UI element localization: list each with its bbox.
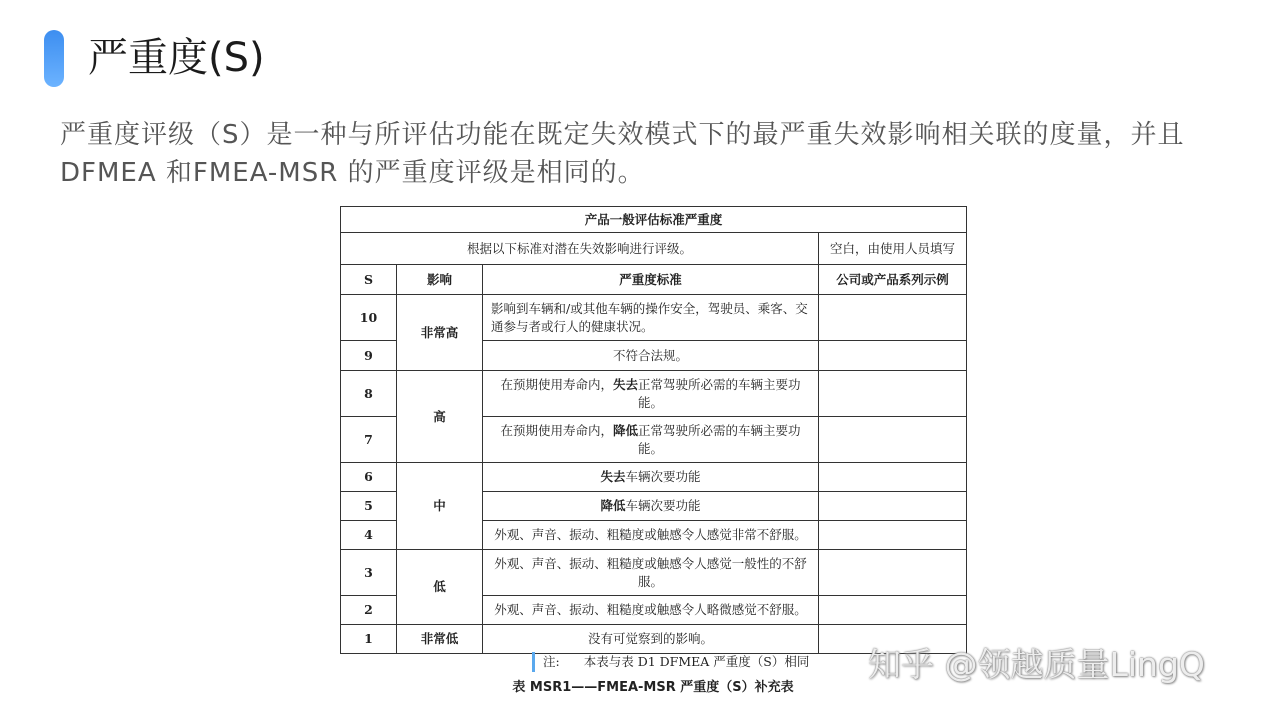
header-s: S — [341, 265, 397, 295]
table-subtitle: 根据以下标准对潜在失效影响进行评级。 — [341, 233, 819, 265]
table-subtitle-row — [341, 233, 967, 265]
watermark: 知乎 @领越质量LingQ — [868, 645, 1205, 684]
note-label: 注: — [543, 654, 560, 669]
header-example: 公司或产品系列示例 — [819, 265, 967, 295]
severity-value: 3 — [341, 550, 397, 596]
table-row — [341, 550, 967, 596]
effect-group: 非常高 — [397, 295, 483, 371]
effect-group: 非常低 — [397, 625, 483, 654]
criteria-text: 车辆次要功能 — [625, 498, 701, 513]
severity-value: 4 — [341, 521, 397, 550]
criteria-cell: 外观、声音、振动、粗糙度或触感令人略微感觉不舒服。 — [483, 596, 819, 625]
example-cell — [819, 596, 967, 625]
example-cell — [819, 371, 967, 417]
criteria-cell — [483, 417, 819, 463]
note-text: 本表与表 D1 DFMEA 严重度（S）相同 — [583, 654, 810, 669]
severity-value: 2 — [341, 596, 397, 625]
example-cell — [819, 341, 967, 371]
criteria-cell — [483, 463, 819, 492]
criteria-text: 正常驾驶所必需的车辆主要功能。 — [637, 422, 801, 456]
example-cell — [819, 295, 967, 341]
title-accent-bar — [44, 30, 64, 87]
severity-value: 7 — [341, 417, 397, 463]
criteria-cell — [483, 492, 819, 521]
criteria-cell: 不符合法规。 — [483, 341, 819, 371]
criteria-cell: 外观、声音、振动、粗糙度或触感令人感觉一般性的不舒服。 — [483, 550, 819, 596]
severity-table — [340, 206, 967, 654]
criteria-keyword: 失去 — [600, 469, 626, 484]
criteria-keyword: 降低 — [600, 498, 626, 513]
criteria-text: 在预期使用寿命内， — [500, 376, 613, 392]
criteria-cell: 影响到车辆和/或其他车辆的操作安全，驾驶员、乘客、交通参与者或行人的健康状况。 — [483, 295, 819, 341]
severity-value: 8 — [341, 371, 397, 417]
table-row — [341, 371, 967, 417]
header-effect: 影响 — [397, 265, 483, 295]
criteria-cell — [483, 371, 819, 417]
criteria-text: 在预期使用寿命内， — [500, 422, 613, 438]
criteria-keyword: 失去 — [612, 376, 638, 392]
table-header-row — [341, 265, 967, 295]
table-caption: 表 MSR1——FMEA-MSR 严重度（S）补充表 — [512, 680, 794, 695]
example-cell — [819, 550, 967, 596]
effect-group: 低 — [397, 550, 483, 625]
effect-group: 高 — [397, 371, 483, 463]
criteria-cell: 没有可觉察到的影响。 — [483, 625, 819, 654]
severity-value: 10 — [341, 295, 397, 341]
example-cell — [819, 417, 967, 463]
example-cell — [819, 463, 967, 492]
effect-group: 中 — [397, 463, 483, 550]
severity-value: 6 — [341, 463, 397, 492]
intro-paragraph: 严重度评级（S）是一种与所评估功能在既定失效模式下的最严重失效影响相关联的度量，并且DFMEA 和FMEA-MSR 的严重度评级是相同的。 — [60, 120, 1185, 188]
criteria-keyword: 降低 — [612, 422, 638, 438]
criteria-text: 车辆次要功能 — [625, 469, 701, 484]
example-cell — [819, 521, 967, 550]
table-note — [532, 652, 809, 672]
table-title: 产品一般评估标准严重度 — [341, 207, 967, 233]
table-title-row — [341, 207, 967, 233]
header-criteria: 严重度标准 — [483, 265, 819, 295]
table-row — [341, 295, 967, 341]
criteria-cell: 外观、声音、振动、粗糙度或触感令人感觉非常不舒服。 — [483, 521, 819, 550]
slide-title: 严重度(S) — [88, 35, 265, 81]
severity-value: 5 — [341, 492, 397, 521]
criteria-text: 正常驾驶所必需的车辆主要功能。 — [637, 376, 801, 410]
table-row — [341, 463, 967, 492]
example-cell — [819, 492, 967, 521]
blank-note: 空白，由使用人员填写 — [819, 233, 967, 265]
severity-table-container — [340, 206, 966, 654]
severity-value: 9 — [341, 341, 397, 371]
severity-value: 1 — [341, 625, 397, 654]
